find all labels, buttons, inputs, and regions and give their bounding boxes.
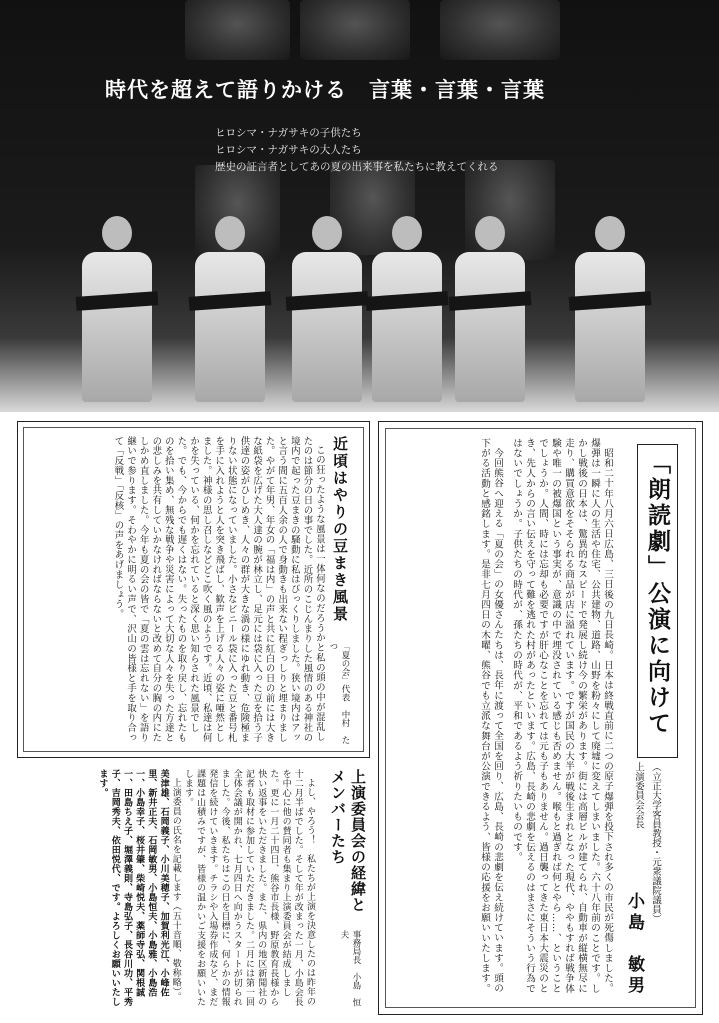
article-body — [29, 436, 325, 746]
portrait-photo — [300, 0, 410, 60]
hero-subtitle-line: 歴史の証言者としてあの夏の出来事を私たちに教えてくれる — [215, 161, 499, 173]
article-paragraph: この狂ったような風景は一体何なのだろうかと私の頭の中が混乱したのは節分の日の事でした。近所のこじんまりした風情のある神社の境内で起った豆まきの騒動に私はびっくりしました。狭い境内はアッと言う間に五百人余の人で身動きも出来ない程ぎっしりと埋まりました。やがて年男、年女の「福は内」の声と共に紅白の日の前には大きな紙袋を広げた大人達の腕が林立し、足元には袋に入った豆を拾う子供達の姿がひしめき、人々の群が大きな渦の様にゆれ動き、危険極まりない状態になっていました。小さなビニール袋に入った豆と番号札を手に入れようと人を突き飛ばし、歓声を上げる人々の姿に唖然としました。神様の思し召しなどどこ吹く風のようです。近頃、私達は何かを失っている、何かを忘れていると深く思い知らされた風景でした。でも、今からでも遅くはない。失ったものを取り戻し、忘れたものを拾い集め、無残な戦争や災害によって大切な人々を失った方達との悲しみを共有していかなければならないと改めて自分の胸の内にたしかめ直しました。今年も夏の会の皆で「夏の雲は忘れない」を語り継いで参ります。そわやかに明るい声で、沢山の皆様と手を取り合って「反戦」「反核」の声をあげましょう。 — [112, 436, 325, 743]
performer-figure — [455, 216, 525, 402]
portrait-photo — [440, 0, 560, 60]
article-paragraph: 美津雄、石岡義子、小川美穂子、加賀利光江、小峰佐里、新井正夫、石岡敏男、小島恒夫、小島雅、小島浩一、小島幸子、桜井肇、柴崎悦夫、薬師寺弘、関根誠一、田島ちえ子、堀澤義則、寺島弘子、長谷川功、平秀子、吉岡秀夫、依田悦代、です。よろしくお願いいたします。 — [97, 769, 169, 1007]
article-author-role: 上演委員会会長 — [633, 762, 644, 829]
article-reading-play — [378, 421, 703, 1015]
hero-photo-banner — [0, 0, 719, 412]
performer-figure — [372, 216, 442, 402]
performer-figure — [82, 216, 152, 402]
portrait-photo — [185, 0, 290, 60]
article-body — [26, 769, 316, 1009]
article-author-affiliation: （立正大学客員教授・元衆議院議員） — [650, 762, 661, 924]
performer-figure — [195, 216, 265, 402]
article-paragraph: 昭和二十年八月六日広島、三日後の九日長崎。日本は終戦直前に二つの原子爆弾を投下され多くの市民が死傷しました。爆弾は一瞬に人の生活や住宅、公共建物、道路、山野を粉々にして廃墟に変えてしまいました。六十八年前のことです。しかし戦後の日本は、驚異的なスピードで発展し続け今の繁栄があります。街には高層ビルが建てられ、自動車が縦横無尽に走り、購買意欲をそそられる商品が店に溢れています。ですが国民の大半が戦後生まれとなった現代、ややもすれば戦争体験や唯一の被爆国という事実が、意識の中で埋没されている感じも否めません。喉もと過ぎれば何とやら……、ということでしょうか。人間、時には忘却も必要ですが肝心なことを忘れては元も子もありません。過日襲ってきた東日本大震災のとき、先人からの言い伝えを守って難を逃れた村があったといいます。広島、長崎の悲劇を伝えるのはまさにそういう行為ではないでしょうか。子供たちの時代が、孫たちの時代が、平和であるよう祈りたいものです。 — [511, 438, 613, 994]
performer-figure — [292, 216, 362, 402]
article-committee-members — [17, 765, 368, 1015]
article-paragraph: よし、やろう！ 私たちが上演を決意したのは昨年の十二月半ばでした。そして年が改まった一月、小島会長を中心に他の賛同者も集まり上演委員会が結成しました。更に一月二十四日、熊谷市長様、野原教育長様から快い返事をいただきました。また、県内の地区新聞社の記者も取材に参加していただきました。二月には第一回全体会議が開かれ、七月四日へ向かうスタートが切られました。今後、私たちはこの日を目標に、何らかの情報発信を続けていきます。チラシや入場券作成など、まだ課題は山積みですが、皆様の温かいご支援をお願いいたします。 — [182, 769, 315, 1007]
article-paragraph: 今回熊谷へ迎える「夏の会」の女優さんたちは、長年に渡って全国を回り、広島、長崎の悲劇を伝え続けています。頭の下がる活動と感銘します。是非七月四日の木曜、熊谷でも立派な舞台が公演できるよう、皆様の応援をお願いいたします。 — [479, 438, 503, 994]
article-title: 近頃はやりの豆まき風景 — [331, 436, 349, 623]
article-body — [392, 438, 614, 998]
hero-headline: 時代を超えて語りかける 言葉・言葉・言葉 — [105, 78, 545, 102]
article-paragraph: 上演委員の氏名を記載します（五十音順、敬称略）。 — [170, 778, 181, 1002]
article-title: 上演委員会の経緯とメンバーたち — [329, 769, 367, 913]
hero-subtitle-line: ヒロシマ・ナガサキの子供たち — [215, 127, 362, 139]
hero-subtitle — [215, 125, 499, 176]
article-author-name: 小島 敏男 — [624, 892, 644, 997]
performer-figure — [575, 216, 645, 402]
hero-subtitle-line: ヒロシマ・ナガサキの大人たち — [215, 144, 362, 156]
article-title: 「朗読劇」公演に向けて — [637, 444, 678, 758]
article-author: 事務局長 小島 恒夫 — [339, 930, 361, 1007]
article-author: 「夏の会」代表 中村 たつ — [328, 642, 350, 744]
article-bean-throwing — [17, 421, 370, 758]
